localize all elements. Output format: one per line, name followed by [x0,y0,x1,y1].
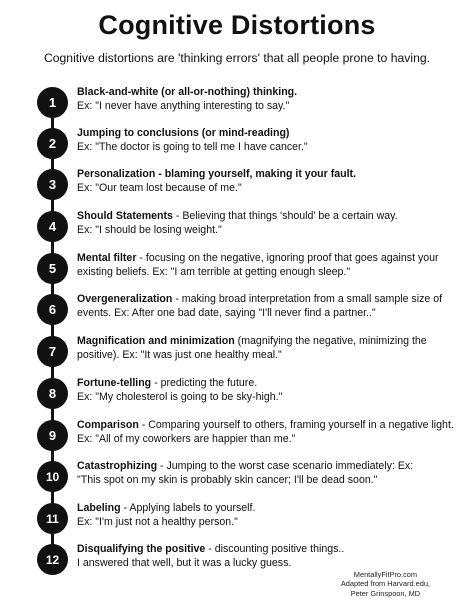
item-description: - Believing that things 'should' be a certain way. [172,210,398,222]
item-term: Black-and-white (or all-or-nothing) thinking. [77,86,298,98]
item-term: Fortune-telling [77,377,152,389]
item-example: Ex: "My cholesterol is going to be sky-high." [77,391,283,404]
item-description: - making broad interpretation from a small sample size of events. Ex: After one bad date, saying "I'll never find a partner.." [77,293,443,320]
number-badge: 1 [37,87,68,118]
item-text [77,126,469,154]
number-badge: 9 [37,420,68,451]
item-text [77,292,469,320]
item-text [77,85,469,113]
page-subtitle: Cognitive distortions are 'thinking errors' that all people prone to having. [43,51,431,65]
item-description: - predicting the future. [151,377,258,389]
item-example: Ex: "Our team lost because of me." [77,182,242,195]
list-item [0,126,474,168]
page-title: Cognitive Distortions [98,10,376,40]
number-badge: 4 [37,211,68,242]
list-item [0,292,474,334]
item-example: Ex: "I should be losing weight." [77,224,222,237]
number-badge: 11 [37,503,68,534]
number-badge: 5 [37,253,68,284]
list-item [0,209,474,251]
footer-site: MentallyFitPro.com [353,570,418,579]
footer-author: Peter Grinspoon, MD [350,588,421,598]
number-badge: 10 [37,461,68,492]
list-item [0,376,474,418]
list-item [0,501,474,543]
list-item [0,251,474,293]
item-text [77,334,469,362]
item-text [77,459,469,487]
item-term: Labeling [77,502,121,514]
number-badge: 2 [37,128,68,159]
item-description: - Comparing yourself to others, framing yourself in a negative light. Ex: "All of my coworkers are happier than me." [77,419,454,446]
list-item [0,334,474,376]
item-text [77,542,469,570]
item-example: Ex: "I'm just not a healthy person." [77,516,238,529]
item-term: Jumping to conclusions (or mind-reading) [77,127,290,139]
item-term: Magnification and minimization [77,335,235,347]
item-term: Disqualifying the positive [77,543,206,555]
item-example: Ex: "I never have anything interesting to say." [77,100,290,113]
item-text [77,209,469,237]
item-description: (magnifying the negative, minimizing the positive). Ex: "It was just one healthy meal." [77,335,427,362]
item-term: Catastrophizing [77,460,158,472]
number-badge: 7 [37,336,68,367]
item-example: Ex: "The doctor is going to tell me I have cancer." [77,141,308,154]
item-term: Personalization - blaming yourself, making it your fault. [77,168,357,180]
number-badge: 12 [37,544,68,575]
number-badge: 6 [37,294,68,325]
list-item [0,167,474,209]
item-text [77,251,469,279]
item-description: - Applying labels to yourself. [120,502,256,514]
item-description: - focusing on the negative, ignoring proof that goes against your existing beliefs. Ex: "I am terrible at getting enough sleep." [77,252,439,279]
item-text [77,376,469,404]
item-term: Comparison [77,419,139,431]
item-text [77,167,469,195]
item-term: Mental filter [77,252,137,264]
footer-credits [341,570,430,598]
item-example: I answered that well, but it was a lucky guess. [77,557,292,570]
item-description: - Jumping to the worst case scenario immediately: Ex: [157,460,414,472]
item-term: Overgeneralization [77,293,173,305]
item-example: "This spot on my skin is probably skin cancer; I'll be dead soon." [77,474,378,487]
item-description: - discounting positive things.. [205,543,345,555]
item-term: Should Statements [77,210,173,222]
list-item [0,418,474,460]
footer-adapted: Adapted from Harvard.edu, [340,579,430,589]
number-badge: 3 [37,169,68,200]
list-item [0,85,474,127]
item-text [77,501,469,529]
item-text [77,418,469,446]
number-badge: 8 [37,378,68,409]
list-item [0,459,474,501]
